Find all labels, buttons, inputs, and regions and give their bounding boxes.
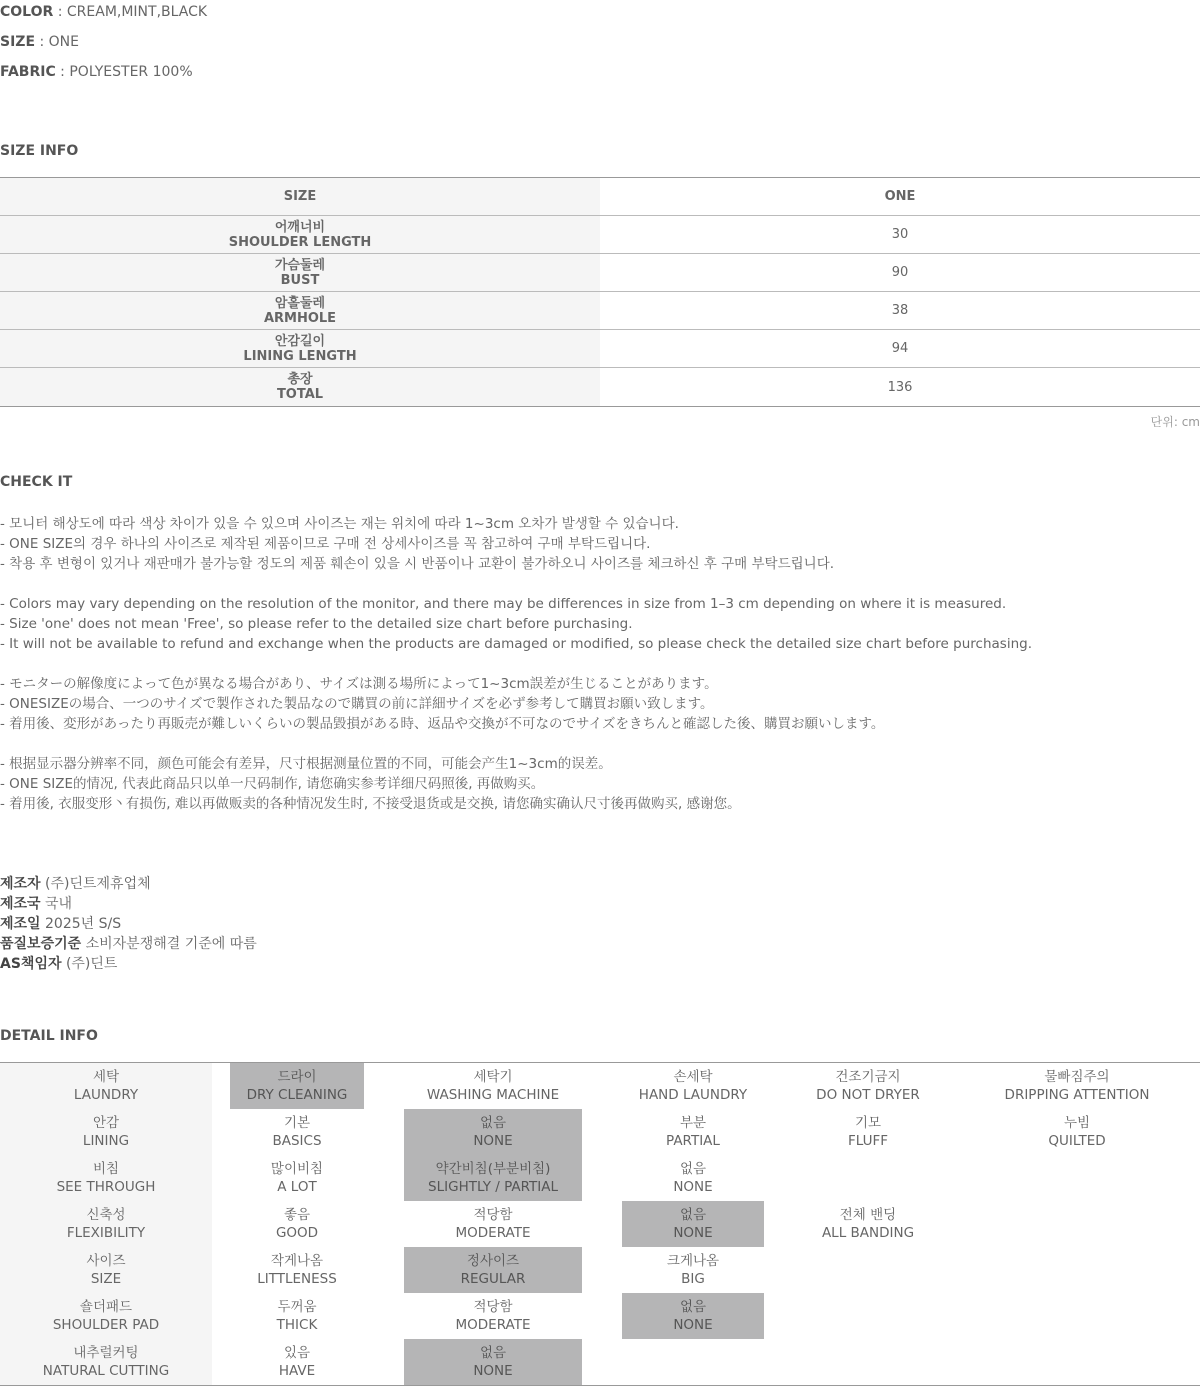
detail-option-ko: 없음 <box>679 1161 707 1177</box>
detail-option-ko: 정사이즈 <box>466 1253 520 1269</box>
detail-option <box>622 1155 764 1201</box>
maker-value: 2025년 S/S <box>40 916 122 932</box>
detail-option-en: MODERATE <box>455 1317 531 1333</box>
detail-row-size <box>0 1247 1200 1293</box>
size-label-ko: 가슴둘레 <box>274 257 326 273</box>
detail-label <box>0 1247 212 1293</box>
detail-option <box>230 1155 364 1201</box>
size-row-label <box>0 292 600 329</box>
detail-label-ko: 신축성 <box>86 1207 126 1223</box>
detail-label <box>0 1155 212 1201</box>
detail-label <box>0 1109 212 1155</box>
detail-option <box>230 1201 364 1247</box>
detail-option-en: DO NOT DRYER <box>816 1087 920 1103</box>
size-label-en: LINING LENGTH <box>243 348 357 364</box>
maker-key: 제조자 <box>0 876 41 892</box>
detail-option-ko: 작게나옴 <box>270 1253 324 1269</box>
note-line: - モニターの解像度によって色が異なる場合があり、サイズは測る場所によって1~3cm誤差が生じることがあります。 <box>0 676 718 692</box>
detail-option-en: FLUFF <box>847 1133 889 1149</box>
maker-line <box>0 894 257 914</box>
detail-label <box>0 1339 212 1385</box>
spec-key: COLOR <box>0 4 54 20</box>
size-header-label: SIZE <box>0 178 600 215</box>
maker-value: (주)딘트제휴업체 <box>40 876 151 892</box>
detail-option <box>230 1293 364 1339</box>
detail-option-en: THICK <box>276 1317 318 1333</box>
detail-option-ko: 없음 <box>679 1299 707 1315</box>
detail-option-ko: 적당함 <box>473 1207 513 1223</box>
note-line: - 모니터 해상도에 따라 색상 차이가 있을 수 있으며 사이즈는 재는 위치에 따라 1~3cm 오차가 발생할 수 있습니다. <box>0 516 679 532</box>
spec-fabric <box>0 64 193 80</box>
size-label-ko: 암홀둘레 <box>274 295 326 311</box>
detail-option <box>404 1201 582 1247</box>
detail-label-ko: 세탁 <box>92 1069 120 1085</box>
note-line: - Size 'one' does not mean 'Free', so please refer to the detailed size chart before purchasing. <box>0 616 633 632</box>
detail-option-ko: 약간비침(부분비침) <box>435 1161 551 1177</box>
detail-option-ko: 세탁기 <box>473 1069 513 1085</box>
maker-line <box>0 954 257 974</box>
detail-row-shoulder-pad <box>0 1293 1200 1339</box>
size-row <box>0 254 1200 292</box>
detail-option-ko: 누빔 <box>1063 1115 1091 1131</box>
detail-option-ko: 좋음 <box>283 1207 311 1223</box>
maker-value: (주)딘트 <box>61 956 118 972</box>
detail-option-en: NONE <box>673 1179 713 1195</box>
maker-key: 제조일 <box>0 916 41 932</box>
detail-option <box>622 1247 764 1293</box>
detail-option <box>622 1201 764 1247</box>
check-it-title: CHECK IT <box>0 474 73 490</box>
spec-value: : ONE <box>35 34 79 50</box>
note-line: - 着用後、変形があったり再販売が難しいくらいの製品毀損がある時、返品や交換が不可なのでサイズをきちんと確認した後、購買お願いします。 <box>0 716 885 732</box>
detail-option-ko: 기모 <box>854 1115 882 1131</box>
size-table-header <box>0 178 1200 216</box>
size-label-ko: 총장 <box>287 372 313 387</box>
detail-option-en: HAVE <box>278 1363 316 1379</box>
detail-row-laundry <box>0 1063 1200 1109</box>
detail-option-ko: 크게나옴 <box>666 1253 720 1269</box>
note-line: - ONESIZEの場合、一つのサイズで製作された製品なので購買の前に詳細サイズを必ず参考して購買お願い致します。 <box>0 696 714 712</box>
detail-option <box>230 1109 364 1155</box>
detail-option-ko: 없음 <box>479 1345 507 1361</box>
detail-option-ko: 드라이 <box>277 1069 317 1085</box>
size-row <box>0 368 1200 406</box>
detail-option-en: PARTIAL <box>666 1133 720 1149</box>
spec-value: : CREAM,MINT,BLACK <box>53 4 208 20</box>
detail-option <box>800 1201 936 1247</box>
detail-label-ko: 안감 <box>92 1115 120 1131</box>
detail-option-en: LITTLENESS <box>257 1271 337 1287</box>
detail-option-en: NONE <box>673 1317 713 1333</box>
detail-label <box>0 1293 212 1339</box>
maker-key: 제조국 <box>0 896 41 912</box>
size-label-en: TOTAL <box>276 387 324 402</box>
size-label-ko: 어깨너비 <box>274 219 326 235</box>
detail-option-ko: 두꺼움 <box>277 1299 317 1315</box>
detail-option <box>230 1247 364 1293</box>
detail-option <box>404 1063 582 1109</box>
detail-option <box>622 1063 764 1109</box>
detail-option-en: NONE <box>673 1225 713 1241</box>
size-label-en: SHOULDER LENGTH <box>228 234 372 250</box>
detail-option-en: A LOT <box>277 1179 317 1195</box>
detail-option-ko: 전체 밴딩 <box>839 1207 897 1223</box>
detail-label <box>0 1201 212 1247</box>
detail-option <box>800 1063 936 1109</box>
detail-option-ko: 기본 <box>283 1115 311 1131</box>
size-table <box>0 177 1200 407</box>
detail-option <box>404 1247 582 1293</box>
detail-label-ko: 비침 <box>92 1161 120 1177</box>
detail-option-en: DRY CLEANING <box>246 1087 348 1103</box>
spec-color <box>0 4 207 20</box>
detail-option-ko: 손세탁 <box>673 1069 713 1085</box>
detail-option <box>230 1339 364 1385</box>
size-label-en: BUST <box>280 272 320 288</box>
size-row-value: 136 <box>887 379 913 395</box>
size-row-label <box>0 330 600 367</box>
detail-label-ko: 사이즈 <box>86 1253 126 1269</box>
detail-option <box>404 1293 582 1339</box>
detail-table <box>0 1062 1200 1386</box>
detail-label-en: FLEXIBILITY <box>66 1225 146 1241</box>
detail-option <box>990 1063 1164 1109</box>
note-line: - ONE SIZE的情况, 代表此商品只以单一尺码制作, 请您确实参考详细尺码照後, 再做购买。 <box>0 776 545 792</box>
detail-option-ko: 없음 <box>479 1115 507 1131</box>
detail-row-flexibility <box>0 1201 1200 1247</box>
note-line: - It will not be available to refund and exchange when the products are damaged or modified, so please check the detailed size chart before purchasing. <box>0 636 1032 652</box>
maker-info <box>0 874 257 974</box>
detail-option-en: ALL BANDING <box>821 1225 915 1241</box>
maker-line <box>0 914 257 934</box>
detail-option-ko: 있음 <box>283 1345 311 1361</box>
detail-option-ko: 없음 <box>679 1207 707 1223</box>
maker-value: 소비자분쟁해결 기준에 따름 <box>81 936 257 952</box>
size-row <box>0 216 1200 254</box>
detail-option-ko: 물빠짐주의 <box>1044 1069 1110 1085</box>
detail-option-en: REGULAR <box>460 1271 526 1287</box>
note-line: - 着用後, 衣服变形丶有损伤, 难以再做贩卖的各种情况发生时, 不接受退货或是交换, 请您确实确认尺寸後再做购买, 感谢您。 <box>0 796 741 812</box>
maker-line <box>0 934 257 954</box>
spec-key: SIZE <box>0 34 36 50</box>
detail-label-ko: 숄더패드 <box>79 1299 133 1315</box>
spec-size <box>0 34 79 50</box>
detail-option-en: MODERATE <box>455 1225 531 1241</box>
detail-option-en: NONE <box>473 1133 513 1149</box>
spec-key: FABRIC <box>0 64 56 80</box>
maker-key: AS책임자 <box>0 956 62 972</box>
size-row-value: 94 <box>891 341 909 356</box>
size-row <box>0 292 1200 330</box>
size-row-label <box>0 254 600 291</box>
detail-option-en: HAND LAUNDRY <box>638 1087 748 1103</box>
detail-option-en: NONE <box>473 1363 513 1379</box>
detail-label-ko: 내추럴커팅 <box>73 1345 139 1361</box>
maker-value: 국내 <box>40 896 73 912</box>
detail-option <box>622 1293 764 1339</box>
size-row-value: 90 <box>891 265 909 280</box>
note-line: - Colors may vary depending on the resolution of the monitor, and there may be differences in size from 1–3 cm depending on where it is measured. <box>0 596 1007 612</box>
size-label-en: ARMHOLE <box>263 310 337 326</box>
size-row-value: 38 <box>891 303 909 318</box>
detail-option <box>800 1109 936 1155</box>
detail-option <box>230 1063 364 1109</box>
detail-row-see-through <box>0 1155 1200 1201</box>
size-row-label <box>0 368 600 406</box>
detail-option-en: QUILTED <box>1048 1133 1106 1149</box>
detail-row-natural-cutting <box>0 1339 1200 1385</box>
detail-option-en: DRIPPING ATTENTION <box>1004 1087 1150 1103</box>
detail-option <box>404 1109 582 1155</box>
detail-label-en: SEE THROUGH <box>56 1179 156 1195</box>
size-info-title: SIZE INFO <box>0 143 79 159</box>
spec-value: : POLYESTER 100% <box>55 64 193 80</box>
detail-option-ko: 건조기금지 <box>835 1069 901 1085</box>
detail-label <box>0 1063 212 1109</box>
detail-label-en: LAUNDRY <box>73 1087 139 1103</box>
maker-line <box>0 874 257 894</box>
detail-option-ko: 많이비침 <box>270 1161 324 1177</box>
size-row <box>0 330 1200 368</box>
check-it-notes <box>0 514 1032 814</box>
detail-option-en: SLIGHTLY / PARTIAL <box>428 1179 558 1195</box>
detail-label-en: SIZE <box>90 1271 122 1287</box>
detail-info-title: DETAIL INFO <box>0 1028 98 1044</box>
size-label-ko: 안감길이 <box>274 333 326 349</box>
size-row-value: 30 <box>891 227 909 242</box>
detail-option-en: WASHING MACHINE <box>426 1087 560 1103</box>
detail-option-en: GOOD <box>275 1225 319 1241</box>
detail-option-en: BASICS <box>272 1133 322 1149</box>
detail-label-en: SHOULDER PAD <box>52 1317 160 1333</box>
note-line: - 根据显示器分辨率不同，颜色可能会有差异，尺寸根据测量位置的不同，可能会产生1~3cm的误差。 <box>0 756 612 772</box>
detail-option-ko: 부분 <box>679 1115 707 1131</box>
detail-option <box>622 1109 764 1155</box>
size-row-label <box>0 216 600 253</box>
maker-key: 품질보증기준 <box>0 936 82 952</box>
detail-option <box>404 1339 582 1385</box>
detail-label-en: LINING <box>82 1133 130 1149</box>
detail-option-en: BIG <box>681 1271 705 1287</box>
detail-option-ko: 적당함 <box>473 1299 513 1315</box>
detail-row-lining <box>0 1109 1200 1155</box>
size-unit: 단위: cm <box>1150 415 1200 429</box>
note-line: - 착용 후 변형이 있거나 재판매가 불가능할 정도의 제품 훼손이 있을 시 반품이나 교환이 불가하오니 사이즈를 체크하신 후 구매 부탁드립니다. <box>0 556 835 572</box>
detail-label-en: NATURAL CUTTING <box>42 1363 170 1379</box>
detail-option <box>990 1109 1164 1155</box>
note-line: - ONE SIZE의 경우 하나의 사이즈로 제작된 제품이므로 구매 전 상세사이즈를 꼭 참고하여 구매 부탁드립니다. <box>0 536 651 552</box>
size-header-value: ONE <box>884 189 916 204</box>
detail-option <box>404 1155 582 1201</box>
